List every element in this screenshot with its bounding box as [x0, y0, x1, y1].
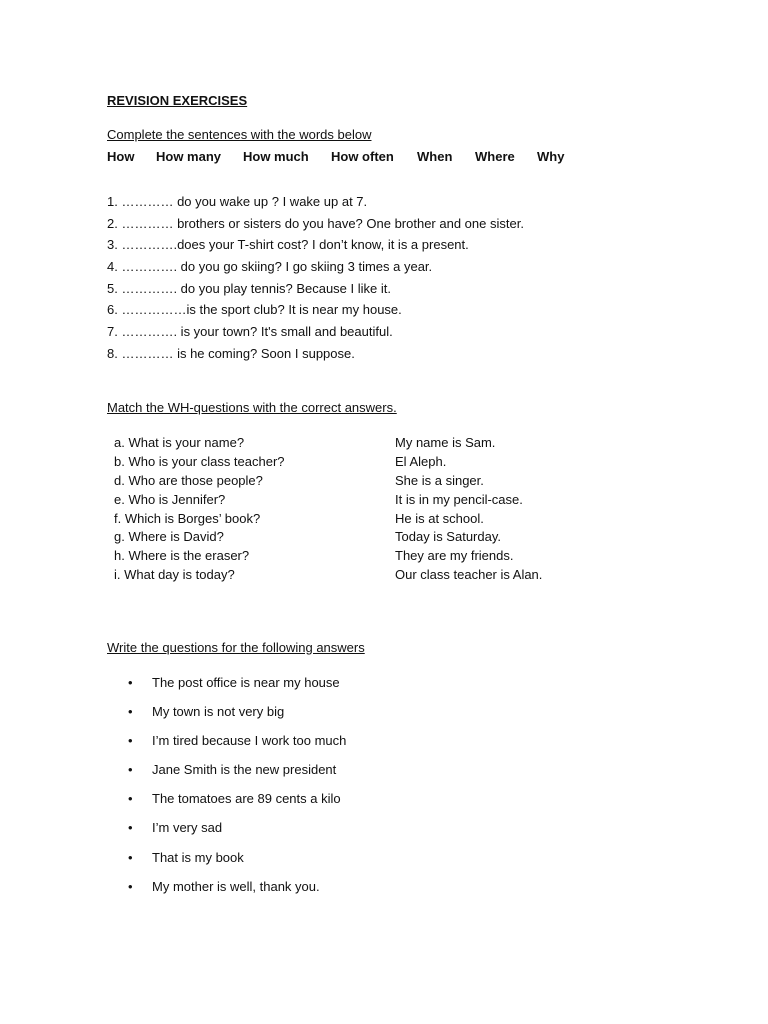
bullet-item	[128, 761, 346, 790]
sentence-item: 5. …………. do you play tennis? Because I like it.	[107, 280, 391, 296]
bullet-text: I’m tired because I work too much	[152, 733, 347, 749]
question-item: g. Where is David?	[114, 529, 224, 545]
question-item: f. Which is Borges’ book?	[114, 510, 261, 526]
page-title: REVISION EXERCISES	[107, 93, 248, 108]
sentence-item: 2. ………… brothers or sisters do you have? One brother and one sister.	[107, 215, 524, 231]
bullet-icon: •	[128, 820, 133, 836]
answer-item: He is at school.	[395, 510, 484, 526]
bullet-text: My mother is well, thank you.	[152, 878, 320, 894]
answer-item: El Aleph.	[395, 453, 447, 469]
bullet-item	[128, 819, 346, 848]
word-why: Why	[537, 149, 565, 164]
sentence-item: 7. …………. is your town? It's small and beautiful.	[107, 324, 393, 340]
word-when: When	[417, 149, 453, 164]
answer-column	[395, 434, 542, 585]
bullet-text: I’m very sad	[152, 820, 223, 836]
bullet-icon: •	[128, 762, 133, 778]
question-item: b. Who is your class teacher?	[114, 453, 285, 469]
question-item: a. What is your name?	[114, 435, 245, 450]
sentence-item: 8. ………… is he coming? Soon I suppose.	[107, 345, 355, 361]
sentence-item: 4. …………. do you go skiing? I go skiing 3 times a year.	[107, 259, 433, 275]
sentence-item: 1. ………… do you wake up ? I wake up at 7.	[107, 194, 368, 209]
bullet-icon: •	[128, 878, 133, 894]
bullet-icon: •	[128, 675, 133, 690]
bullet-text: The tomatoes are 89 cents a kilo	[152, 791, 341, 807]
bullet-text: The post office is near my house	[152, 675, 340, 690]
bullet-item	[128, 732, 346, 761]
bullet-text: Jane Smith is the new president	[152, 762, 337, 778]
answer-item: My name is Sam.	[395, 435, 496, 450]
bullet-icon: •	[128, 704, 133, 720]
question-column	[114, 434, 285, 585]
word-how-often: How often	[331, 149, 394, 164]
question-item: d. Who are those people?	[114, 472, 263, 488]
answer-item: They are my friends.	[395, 548, 514, 564]
word-how-many: How many	[156, 149, 222, 164]
bullet-item	[128, 703, 346, 732]
bullet-item	[128, 674, 346, 703]
bullet-text: My town is not very big	[152, 704, 285, 720]
answer-item: She is a singer.	[395, 472, 484, 488]
word-how: How	[107, 149, 135, 164]
bullet-item	[128, 849, 346, 878]
question-item: i. What day is today?	[114, 567, 235, 583]
bullet-icon: •	[128, 849, 133, 865]
word-how-much: How much	[243, 149, 309, 164]
bullet-item	[128, 878, 346, 907]
section3-heading: Write the questions for the following answers	[107, 640, 365, 655]
word-where: Where	[475, 149, 515, 164]
word-bank	[107, 149, 564, 164]
answer-item: Our class teacher is Alan.	[395, 567, 543, 583]
bullet-icon: •	[128, 791, 133, 807]
bullet-text: That is my book	[152, 849, 244, 865]
bullet-item	[128, 790, 346, 819]
sentence-list	[107, 191, 524, 365]
question-item: e. Who is Jennifer?	[114, 491, 226, 507]
question-item: h. Where is the eraser?	[114, 548, 250, 564]
sentence-item: 6. ……………is the sport club? It is near my house.	[107, 302, 402, 318]
bullet-icon: •	[128, 733, 133, 749]
answer-item: Today is Saturday.	[395, 529, 501, 545]
sentence-item: 3. ………….does your T-shirt cost? I don’t know, it is a present.	[107, 237, 469, 253]
answer-item: It is in my pencil-case.	[395, 491, 523, 507]
answer-bullet-list	[128, 674, 346, 907]
section1-heading: Complete the sentences with the words below	[107, 127, 372, 142]
section2-heading: Match the WH-questions with the correct answers.	[107, 400, 397, 415]
